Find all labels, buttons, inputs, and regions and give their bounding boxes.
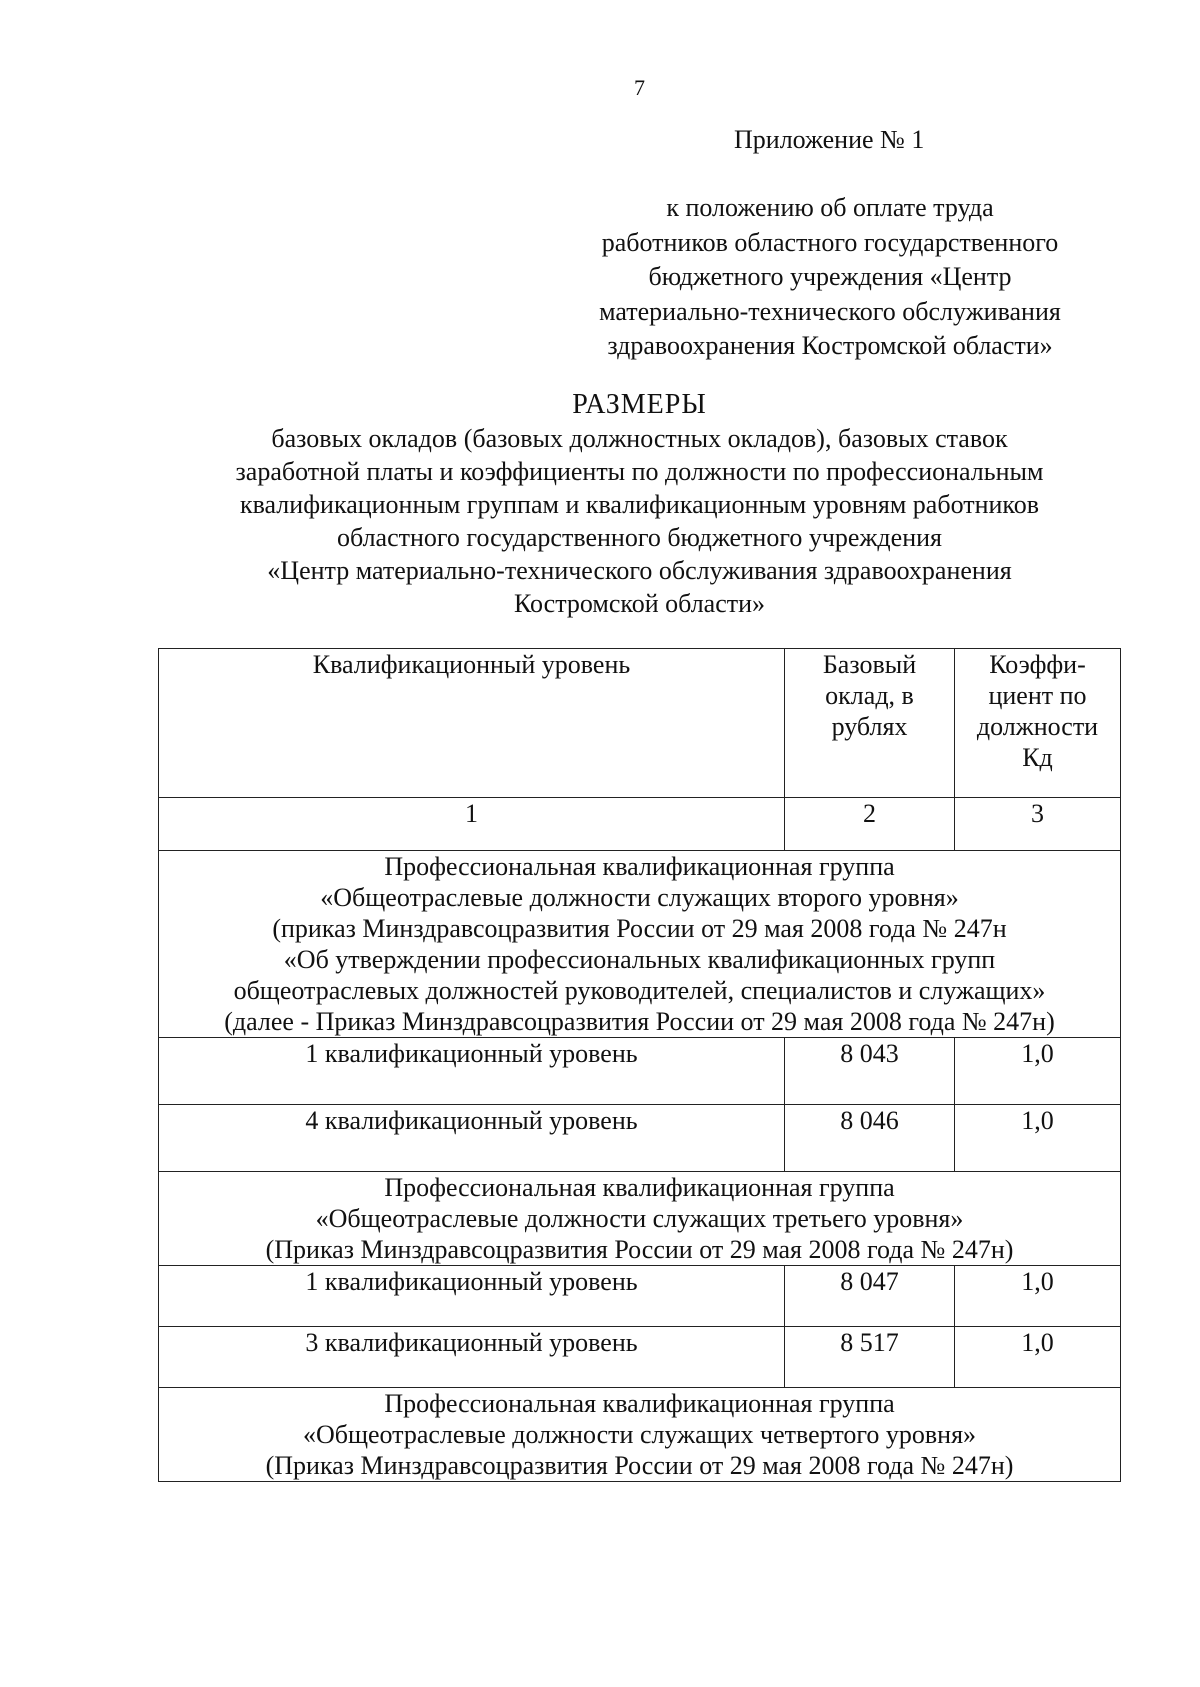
group-row xyxy=(159,851,1121,1038)
level-cell: 1 квалификационный уровень xyxy=(159,1266,785,1327)
table-row xyxy=(159,1038,1121,1105)
group-row xyxy=(159,1388,1121,1482)
salary-cell: 8 043 xyxy=(785,1038,955,1105)
coefficient-cell: 1,0 xyxy=(955,1105,1121,1172)
coefficient-cell: 1,0 xyxy=(955,1266,1121,1327)
coefficient-cell: 1,0 xyxy=(955,1038,1121,1105)
appendix-reference: к положению об оплате труда работников областного государственного бюджетного учреждения «Центр материально-технического обслуживания здравоохранения Костромской области» xyxy=(599,193,1061,360)
salary-cell: 8 046 xyxy=(785,1105,955,1172)
group-title: Профессиональная квалификационная группа «Общеотраслевые должности служащих второго уровня» (приказ Минздравсоцразвития России от 29 мая 2008 года № 247н «Об утверждении профессиональных квалификационных групп общеотраслевых должностей руководителей, специалистов и служащих» (далее - Приказ Минздравсоцразвития России от 29 мая 2008 года № 247н) xyxy=(159,851,1121,1038)
document-subtitle: базовых окладов (базовых должностных окладов), базовых ставок заработной платы и коэффициенты по должности по профессиональным квалификационным группам и квалификационным уровням работников областного государственного бюджетного учреждения «Центр материально-технического обслуживания здравоохранения Костромской области» xyxy=(235,424,1044,618)
level-cell: 3 квалификационный уровень xyxy=(159,1327,785,1388)
header-base-salary: Базовый оклад, в рублях xyxy=(785,649,955,798)
table-row xyxy=(159,1327,1121,1388)
level-cell: 4 квалификационный уровень xyxy=(159,1105,785,1172)
salary-cell: 8 047 xyxy=(785,1266,955,1327)
table-header-row xyxy=(159,649,1121,798)
group-title: Профессиональная квалификационная группа «Общеотраслевые должности служащих четвертого уровня» (Приказ Минздравсоцразвития России от 29 мая 2008 года № 247н) xyxy=(159,1388,1121,1482)
document-title: РАЗМЕРЫ xyxy=(572,389,707,420)
appendix-label: Приложение № 1 xyxy=(734,125,925,154)
column-number: 1 xyxy=(159,798,785,851)
column-number: 3 xyxy=(955,798,1121,851)
column-number: 2 xyxy=(785,798,955,851)
column-number-row xyxy=(159,798,1121,851)
table-row xyxy=(159,1266,1121,1327)
header-level: Квалификационный уровень xyxy=(159,649,785,798)
page-number: 7 xyxy=(634,75,645,100)
salary-table xyxy=(158,648,1121,1482)
group-title: Профессиональная квалификационная группа «Общеотраслевые должности служащих третьего уровня» (Приказ Минздравсоцразвития России от 29 мая 2008 года № 247н) xyxy=(159,1172,1121,1266)
coefficient-cell: 1,0 xyxy=(955,1327,1121,1388)
header-coefficient: Коэффи- циент по должности Кд xyxy=(955,649,1121,798)
salary-cell: 8 517 xyxy=(785,1327,955,1388)
group-row xyxy=(159,1172,1121,1266)
table-row xyxy=(159,1105,1121,1172)
level-cell: 1 квалификационный уровень xyxy=(159,1038,785,1105)
